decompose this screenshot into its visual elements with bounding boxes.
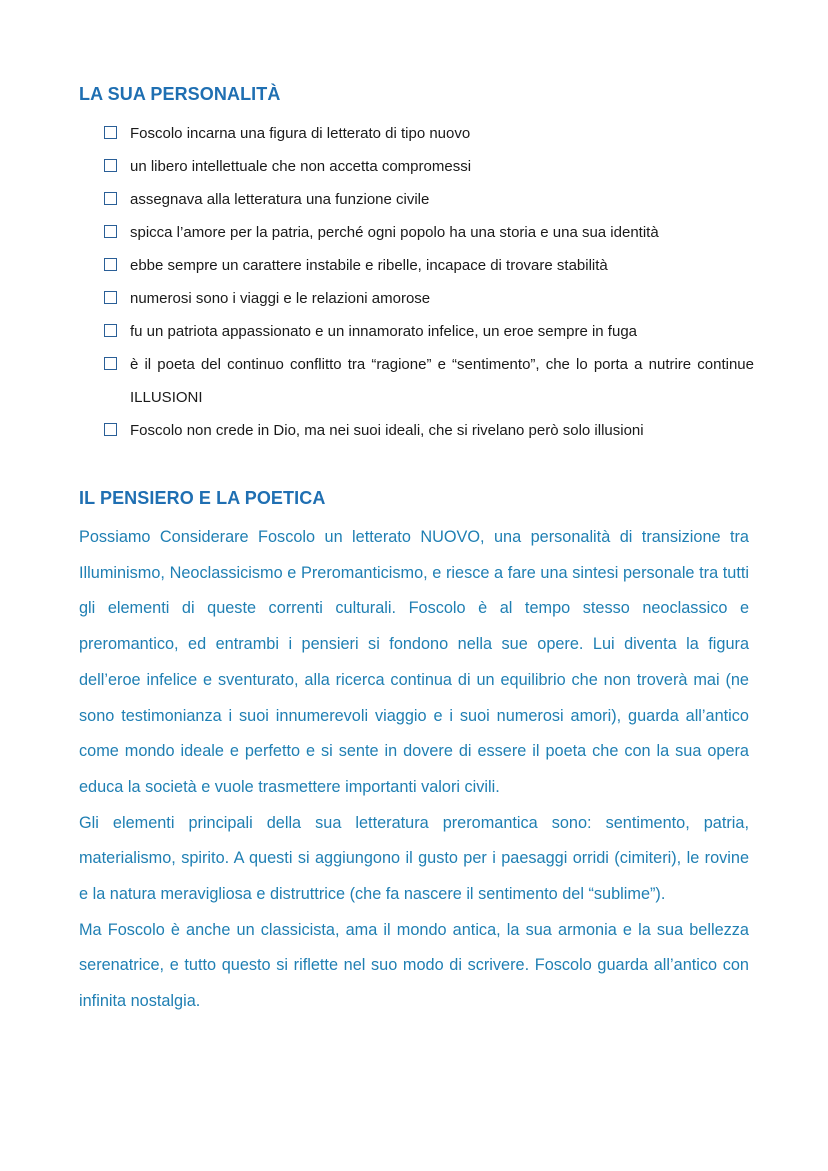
poetica-body-text: [79, 520, 749, 1020]
body-paragraph: Ma Foscolo è anche un classicista, ama il mondo antica, la sua armonia e la sua bellezza serenatrice, e tutto questo si riflette nel suo modo di scrivere. Foscolo guarda all’antico con infinita nostalgia.: [79, 920, 749, 1011]
body-paragraph: Gli elementi principali della sua letteratura preromantica sono: sentimento, patria, materialismo, spirito. A questi si aggiungono il gusto per i paesaggi orridi (cimiteri), le rovine e la natura meravigliosa e distruttrice (che fa nascere il sentimento del “sublime”).: [79, 813, 749, 904]
list-item-text: è il poeta del continuo conflitto tra “ragione” e “sentimento”, che lo porta a nutrire continue ILLUSIONI: [130, 356, 754, 406]
list-item: [104, 117, 754, 150]
list-item-text: un libero intellettuale che non accetta compromessi: [130, 158, 472, 175]
body-paragraph: Possiamo Considerare Foscolo un letterato NUOVO, una personalità di transizione tra Illuminismo, Neoclassicismo e Preromanticismo, e riesce a fare una sintesi personale tra tutti gli elementi di queste correnti culturali. Foscolo è al tempo stesso neoclassico e preromantico, ed entrambi i pensieri si fondono nella sue opere. Lui diventa la figura dell’eroe infelice e sventurato, alla ricerca continua di un equilibrio che non troverà mai (ne sono testimonianza i suoi innumerevoli viaggio e i suoi numerosi amori), guarda all’antico come mondo ideale e perfetto e si sente in dovere di essere il poeta che con la sua opera educa la società e vuole trasmettere importanti valori civili.: [79, 528, 749, 796]
list-item: [104, 249, 754, 282]
list-item-text: assegnava alla letteratura una funzione civile: [130, 191, 430, 208]
personality-bullet-list: [104, 117, 754, 447]
list-item-text: ebbe sempre un carattere instabile e ribelle, incapace di trovare stabilità: [130, 257, 608, 274]
list-item-text: fu un patriota appassionato e un innamorato infelice, un eroe sempre in fuga: [130, 323, 637, 340]
list-item: [104, 315, 754, 348]
checkbox-square-icon: [104, 126, 117, 139]
checkbox-square-icon: [104, 324, 117, 337]
list-item: [104, 282, 754, 315]
list-item: [104, 348, 754, 414]
checkbox-square-icon: [104, 423, 117, 436]
section-heading-personalita: LA SUA PERSONALITÀ: [79, 84, 281, 104]
list-item-text: spicca l’amore per la patria, perché ogni popolo ha una storia e una sua identità: [130, 224, 659, 241]
list-item: [104, 216, 754, 249]
list-item-text: Foscolo incarna una figura di letterato di tipo nuovo: [130, 125, 471, 142]
checkbox-square-icon: [104, 192, 117, 205]
list-item: [104, 150, 754, 183]
checkbox-square-icon: [104, 159, 117, 172]
checkbox-square-icon: [104, 258, 117, 271]
section-heading-pensiero-poetica: IL PENSIERO E LA POETICA: [79, 488, 326, 508]
checkbox-square-icon: [104, 291, 117, 304]
list-item-text: numerosi sono i viaggi e le relazioni amorose: [130, 290, 431, 307]
list-item-text: Foscolo non crede in Dio, ma nei suoi ideali, che si rivelano però solo illusioni: [130, 422, 644, 439]
list-item: [104, 414, 754, 447]
list-item: [104, 183, 754, 216]
checkbox-square-icon: [104, 225, 117, 238]
checkbox-square-icon: [104, 357, 117, 370]
